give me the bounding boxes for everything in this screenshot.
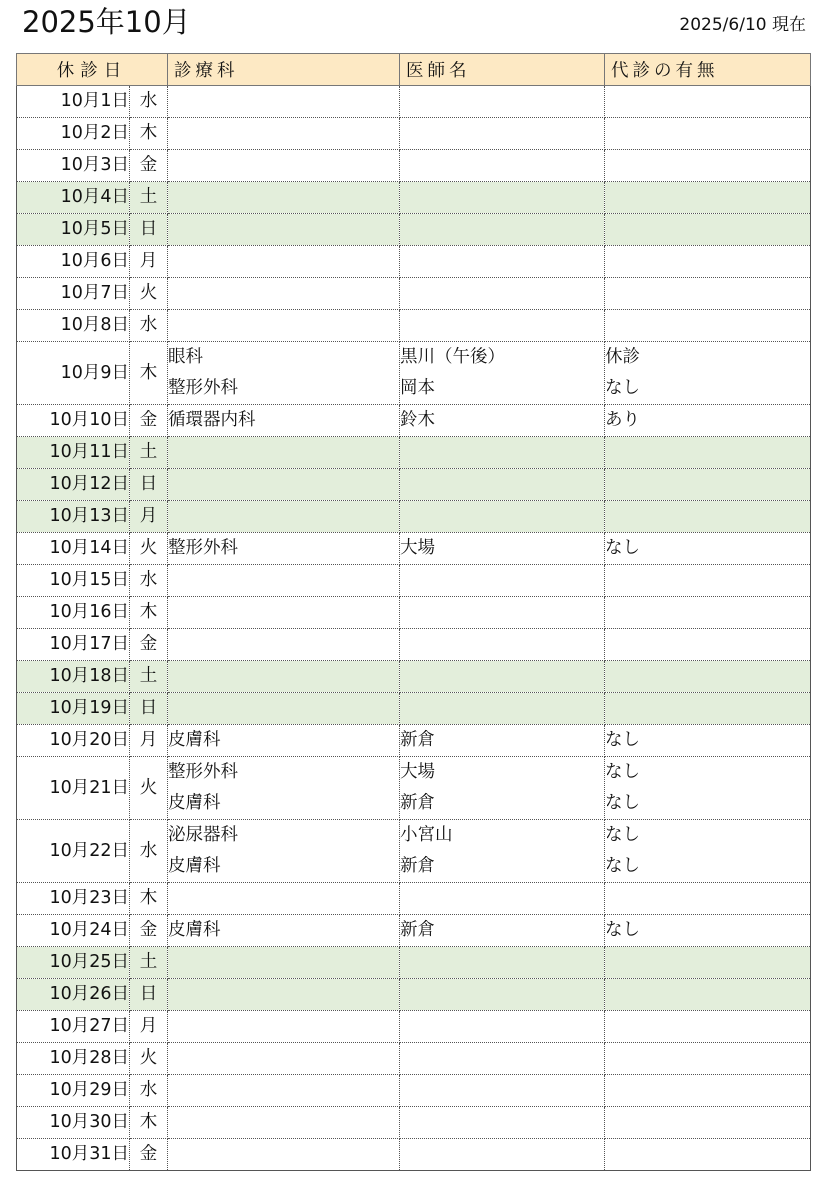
- table-row: [17, 565, 811, 597]
- table-row: [17, 820, 811, 883]
- doctor-cell: [400, 661, 605, 693]
- weekday-cell: 月: [130, 1011, 168, 1043]
- date-cell: 10月26日: [17, 979, 130, 1011]
- doctor-cell: [400, 437, 605, 469]
- department-cell: [168, 86, 400, 118]
- substitute-cell: [605, 405, 811, 437]
- weekday-cell: 日: [130, 469, 168, 501]
- table-row: [17, 1075, 811, 1107]
- date-cell: 10月3日: [17, 150, 130, 182]
- department-entry: 皮膚科: [168, 920, 221, 940]
- doctor-cell: [400, 1139, 605, 1171]
- weekday-cell: 土: [130, 661, 168, 693]
- substitute-cell: [605, 214, 811, 246]
- doctor-cell: [400, 405, 605, 437]
- substitute-cell: [605, 1075, 811, 1107]
- doctor-entry: 新倉: [400, 920, 435, 940]
- date-cell: 10月23日: [17, 883, 130, 915]
- department-cell: [168, 1139, 400, 1171]
- substitute-cell: [605, 501, 811, 533]
- weekday-cell: 火: [130, 278, 168, 310]
- substitute-cell: [605, 947, 811, 979]
- substitute-cell: [605, 342, 811, 405]
- doctor-cell: [400, 757, 605, 820]
- doctor-entry: 新倉: [400, 793, 435, 813]
- table-row: [17, 533, 811, 565]
- doctor-entry: 新倉: [400, 730, 435, 750]
- department-cell: [168, 214, 400, 246]
- doctor-cell: [400, 469, 605, 501]
- substitute-entry: なし: [605, 538, 640, 558]
- table-row: [17, 469, 811, 501]
- doctor-cell: [400, 533, 605, 565]
- substitute-cell: [605, 310, 811, 342]
- substitute-cell: [605, 979, 811, 1011]
- date-cell: 10月13日: [17, 501, 130, 533]
- date-cell: 10月5日: [17, 214, 130, 246]
- department-cell: [168, 437, 400, 469]
- department-entry: 泌尿器科: [168, 825, 238, 845]
- doctor-cell: [400, 820, 605, 883]
- table-row: [17, 1107, 811, 1139]
- date-cell: 10月18日: [17, 661, 130, 693]
- substitute-cell: [605, 278, 811, 310]
- substitute-cell: [605, 86, 811, 118]
- substitute-cell: [605, 883, 811, 915]
- department-cell: [168, 1011, 400, 1043]
- department-cell: [168, 278, 400, 310]
- date-cell: 10月10日: [17, 405, 130, 437]
- date-cell: 10月6日: [17, 246, 130, 278]
- weekday-cell: 火: [130, 757, 168, 820]
- date-cell: 10月27日: [17, 1011, 130, 1043]
- weekday-cell: 木: [130, 883, 168, 915]
- table-row: [17, 757, 811, 820]
- substitute-cell: [605, 661, 811, 693]
- weekday-cell: 木: [130, 342, 168, 405]
- doctor-entry: 大場: [400, 538, 435, 558]
- department-cell: [168, 469, 400, 501]
- department-cell: [168, 629, 400, 661]
- department-cell: [168, 947, 400, 979]
- department-cell: [168, 883, 400, 915]
- substitute-cell: [605, 693, 811, 725]
- substitute-cell: [605, 437, 811, 469]
- table-body: [17, 86, 811, 1171]
- date-cell: 10月25日: [17, 947, 130, 979]
- table-row: [17, 661, 811, 693]
- date-cell: 10月12日: [17, 469, 130, 501]
- table-row: [17, 342, 811, 405]
- weekday-cell: 火: [130, 1043, 168, 1075]
- table-row: [17, 501, 811, 533]
- department-cell: [168, 725, 400, 757]
- department-cell: [168, 1043, 400, 1075]
- table-row: [17, 693, 811, 725]
- as-of-date: 2025/6/10 現在: [679, 15, 806, 35]
- date-cell: 10月1日: [17, 86, 130, 118]
- date-cell: 10月11日: [17, 437, 130, 469]
- doctor-cell: [400, 1075, 605, 1107]
- table-row: [17, 310, 811, 342]
- doctor-cell: [400, 1011, 605, 1043]
- doctor-entry: 大場: [400, 762, 435, 782]
- weekday-cell: 月: [130, 725, 168, 757]
- doctor-cell: [400, 278, 605, 310]
- doctor-cell: [400, 725, 605, 757]
- department-cell: [168, 820, 400, 883]
- weekday-cell: 月: [130, 246, 168, 278]
- doctor-cell: [400, 915, 605, 947]
- substitute-entry: 休診: [605, 347, 640, 367]
- doctor-entry: 鈴木: [400, 410, 435, 430]
- column-header-department: 診療科: [168, 54, 400, 86]
- table-row: [17, 182, 811, 214]
- department-cell: [168, 182, 400, 214]
- date-cell: 10月22日: [17, 820, 130, 883]
- date-cell: 10月19日: [17, 693, 130, 725]
- substitute-cell: [605, 757, 811, 820]
- department-cell: [168, 118, 400, 150]
- table-row: [17, 405, 811, 437]
- department-entry: 皮膚科: [168, 793, 221, 813]
- date-cell: 10月30日: [17, 1107, 130, 1139]
- doctor-cell: [400, 310, 605, 342]
- department-entry: 整形外科: [168, 762, 238, 782]
- substitute-entry: なし: [605, 730, 640, 750]
- department-cell: [168, 693, 400, 725]
- department-cell: [168, 915, 400, 947]
- date-cell: 10月14日: [17, 533, 130, 565]
- table-row: [17, 1043, 811, 1075]
- date-cell: 10月29日: [17, 1075, 130, 1107]
- doctor-cell: [400, 214, 605, 246]
- doctor-cell: [400, 947, 605, 979]
- weekday-cell: 月: [130, 501, 168, 533]
- doctor-cell: [400, 118, 605, 150]
- table-row: [17, 597, 811, 629]
- department-cell: [168, 342, 400, 405]
- table-row: [17, 725, 811, 757]
- department-cell: [168, 246, 400, 278]
- weekday-cell: 水: [130, 565, 168, 597]
- doctor-cell: [400, 883, 605, 915]
- date-cell: 10月17日: [17, 629, 130, 661]
- substitute-cell: [605, 1107, 811, 1139]
- doctor-entry: 新倉: [400, 856, 435, 876]
- department-entry: 皮膚科: [168, 856, 221, 876]
- doctor-cell: [400, 342, 605, 405]
- doctor-entry: 岡本: [400, 378, 435, 398]
- weekday-cell: 水: [130, 310, 168, 342]
- doctor-cell: [400, 501, 605, 533]
- substitute-cell: [605, 725, 811, 757]
- doctor-cell: [400, 150, 605, 182]
- column-header-substitute: 代診の有無: [605, 54, 811, 86]
- department-cell: [168, 757, 400, 820]
- department-cell: [168, 565, 400, 597]
- substitute-cell: [605, 246, 811, 278]
- date-cell: 10月4日: [17, 182, 130, 214]
- doctor-cell: [400, 182, 605, 214]
- substitute-cell: [605, 118, 811, 150]
- table-row: [17, 214, 811, 246]
- weekday-cell: 水: [130, 820, 168, 883]
- date-cell: 10月31日: [17, 1139, 130, 1171]
- weekday-cell: 金: [130, 1139, 168, 1171]
- substitute-cell: [605, 597, 811, 629]
- date-cell: 10月21日: [17, 757, 130, 820]
- doctor-cell: [400, 979, 605, 1011]
- weekday-cell: 金: [130, 629, 168, 661]
- doctor-cell: [400, 1043, 605, 1075]
- department-cell: [168, 150, 400, 182]
- weekday-cell: 日: [130, 693, 168, 725]
- weekday-cell: 木: [130, 118, 168, 150]
- doctor-entry: 小宮山: [400, 825, 453, 845]
- column-header-date: 休診日: [17, 54, 168, 86]
- date-cell: 10月7日: [17, 278, 130, 310]
- date-cell: 10月2日: [17, 118, 130, 150]
- substitute-cell: [605, 1043, 811, 1075]
- doctor-cell: [400, 693, 605, 725]
- substitute-entry: なし: [605, 856, 640, 876]
- substitute-cell: [605, 1139, 811, 1171]
- substitute-cell: [605, 915, 811, 947]
- substitute-entry: なし: [605, 378, 640, 398]
- table-row: [17, 1011, 811, 1043]
- table-row: [17, 915, 811, 947]
- department-entry: 皮膚科: [168, 730, 221, 750]
- table-row: [17, 629, 811, 661]
- substitute-cell: [605, 565, 811, 597]
- weekday-cell: 土: [130, 947, 168, 979]
- department-cell: [168, 597, 400, 629]
- doctor-cell: [400, 565, 605, 597]
- substitute-cell: [605, 182, 811, 214]
- column-header-doctor: 医師名: [400, 54, 605, 86]
- date-cell: 10月16日: [17, 597, 130, 629]
- department-cell: [168, 533, 400, 565]
- weekday-cell: 土: [130, 437, 168, 469]
- substitute-cell: [605, 629, 811, 661]
- table-row: [17, 883, 811, 915]
- weekday-cell: 木: [130, 597, 168, 629]
- substitute-entry: なし: [605, 825, 640, 845]
- weekday-cell: 日: [130, 979, 168, 1011]
- substitute-entry: あり: [605, 410, 640, 430]
- substitute-entry: なし: [605, 920, 640, 940]
- date-cell: 10月28日: [17, 1043, 130, 1075]
- department-cell: [168, 1075, 400, 1107]
- weekday-cell: 水: [130, 86, 168, 118]
- table-row: [17, 118, 811, 150]
- department-cell: [168, 979, 400, 1011]
- doctor-cell: [400, 597, 605, 629]
- department-entry: 眼科: [168, 347, 203, 367]
- weekday-cell: 木: [130, 1107, 168, 1139]
- table-row: [17, 1139, 811, 1171]
- department-cell: [168, 1107, 400, 1139]
- weekday-cell: 金: [130, 150, 168, 182]
- date-cell: 10月24日: [17, 915, 130, 947]
- doctor-cell: [400, 86, 605, 118]
- department-cell: [168, 310, 400, 342]
- weekday-cell: 金: [130, 405, 168, 437]
- department-entry: 整形外科: [168, 378, 238, 398]
- closure-schedule-table: [16, 53, 811, 1171]
- table-row: [17, 278, 811, 310]
- page-title: 2025年10月: [22, 5, 191, 39]
- table-row: [17, 86, 811, 118]
- substitute-entry: なし: [605, 762, 640, 782]
- table-row: [17, 979, 811, 1011]
- department-cell: [168, 405, 400, 437]
- substitute-entry: なし: [605, 793, 640, 813]
- table-row: [17, 246, 811, 278]
- substitute-cell: [605, 469, 811, 501]
- department-cell: [168, 501, 400, 533]
- doctor-cell: [400, 246, 605, 278]
- substitute-cell: [605, 1011, 811, 1043]
- weekday-cell: 金: [130, 915, 168, 947]
- date-cell: 10月15日: [17, 565, 130, 597]
- substitute-cell: [605, 820, 811, 883]
- department-entry: 循環器内科: [168, 410, 256, 430]
- date-cell: 10月20日: [17, 725, 130, 757]
- substitute-cell: [605, 533, 811, 565]
- weekday-cell: 火: [130, 533, 168, 565]
- weekday-cell: 水: [130, 1075, 168, 1107]
- table-row: [17, 947, 811, 979]
- weekday-cell: 土: [130, 182, 168, 214]
- doctor-entry: 黒川（午後）: [400, 347, 505, 367]
- table-header-row: [17, 54, 811, 86]
- substitute-cell: [605, 150, 811, 182]
- department-entry: 整形外科: [168, 538, 238, 558]
- weekday-cell: 日: [130, 214, 168, 246]
- doctor-cell: [400, 629, 605, 661]
- table-row: [17, 150, 811, 182]
- table-row: [17, 437, 811, 469]
- department-cell: [168, 661, 400, 693]
- date-cell: 10月8日: [17, 310, 130, 342]
- date-cell: 10月9日: [17, 342, 130, 405]
- doctor-cell: [400, 1107, 605, 1139]
